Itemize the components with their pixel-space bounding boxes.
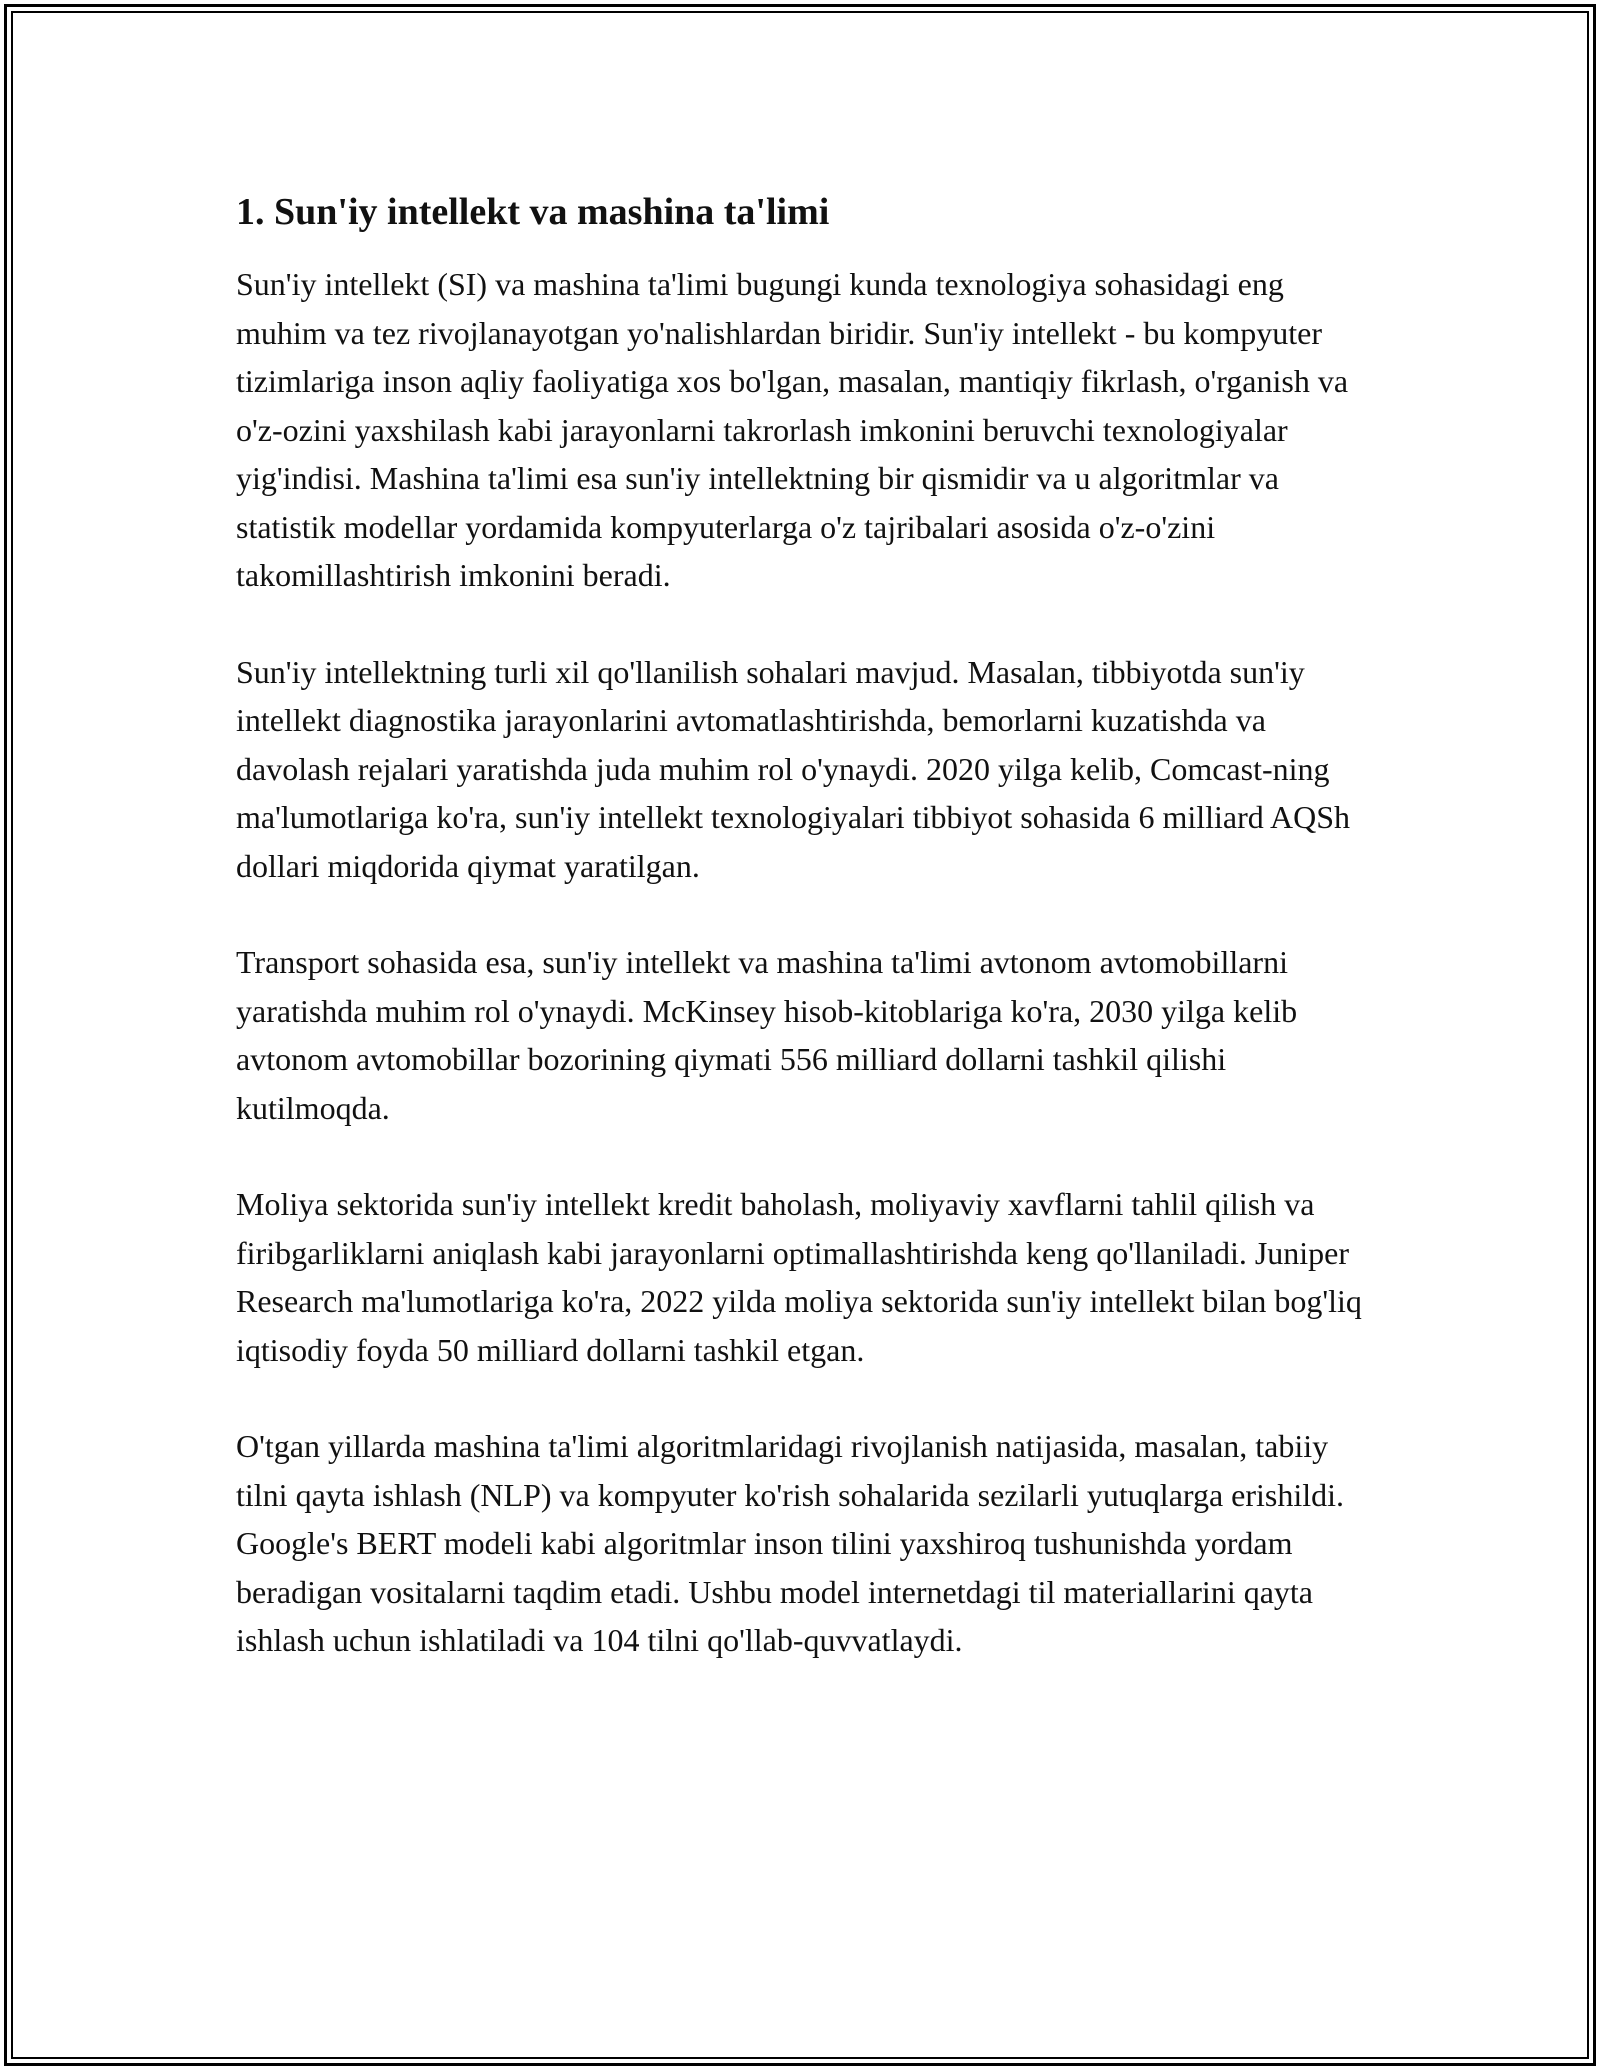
paragraph-ai-definition: Sun'iy intellekt (SI) va mashina ta'limi bugungi kunda texnologiya sohasidagi eng muhim va tez rivojlanayotgan yo'nalishlardan biridir. Sun'iy intellekt - bu kompyuter tizimlariga inson aqliy faoliyatiga xos bo'lgan, masalan, mantiqiy fikrlash, o'rganish va o'z-ozini yaxshilash kabi jarayonlarni takrorlash imkonini beruvchi texnologiyalar yig'indisi. Mashina ta'limi esa sun'iy intellektning bir qismidir va u algoritmlar va statistik modellar yordamida kompyuterlarga o'z tajribalari asosida o'z-o'zini takomillashtirish imkonini beradi. [236, 266, 1349, 593]
paragraph-nlp: O'tgan yillarda mashina ta'limi algoritmlaridagi rivojlanish natijasida, masalan, tabiiy tilni qayta ishlash (NLP) va kompyuter ko'rish sohalarida sezilarli yutuqlarga erishildi. Google's BERT modeli kabi algoritmlar inson tilini yaxshiroq tushunishda yordam beradigan vositalarni taqdim etadi. Ushbu model internetdagi til materiallarini qayta ishlash uchun ishlatiladi va 104 tilni qo'llab-quvvatlaydi. [236, 1428, 1345, 1658]
document-body [236, 186, 1376, 1665]
paragraph-finance: Moliya sektorida sun'iy intellekt kredit baholash, moliyaviy xavflarni tahlil qilish va firibgarliklarni aniqlash kabi jarayonlarni optimallashtirishda keng qo'llaniladi. Juniper Research ma'lumotlariga ko'ra, 2022 yilda moliya sektorida sun'iy intellekt bilan bog'liq iqtisodiy foyda 50 milliard dollarni tashkil etgan. [236, 1186, 1362, 1368]
paragraph-medicine: Sun'iy intellektning turli xil qo'llanilish sohalari mavjud. Masalan, tibbiyotda sun'iy intellekt diagnostika jarayonlarini avtomatlashtirishda, bemorlarni kuzatishda va davolash rejalari yaratishda juda muhim rol o'ynaydi. 2020 yilga kelib, Comcast-ning ma'lumotlariga ko'ra, sun'iy intellekt texnologiyalari tibbiyot sohasida 6 milliard AQSh dollari miqdorida qiymat yaratilgan. [236, 653, 1351, 884]
section-title: 1. Sun'iy intellekt va mashina ta'limi [236, 191, 830, 233]
paragraph-transport: Transport sohasida esa, sun'iy intellekt va mashina ta'limi avtonom avtomobillarni yaratishda muhim rol o'ynaydi. McKinsey hisob-kitoblariga ko'ra, 2030 yilga kelib avtonom avtomobillar bozorining qiymati 556 milliard dollarni tashkil qilishi kutilmoqda. [236, 944, 1298, 1126]
